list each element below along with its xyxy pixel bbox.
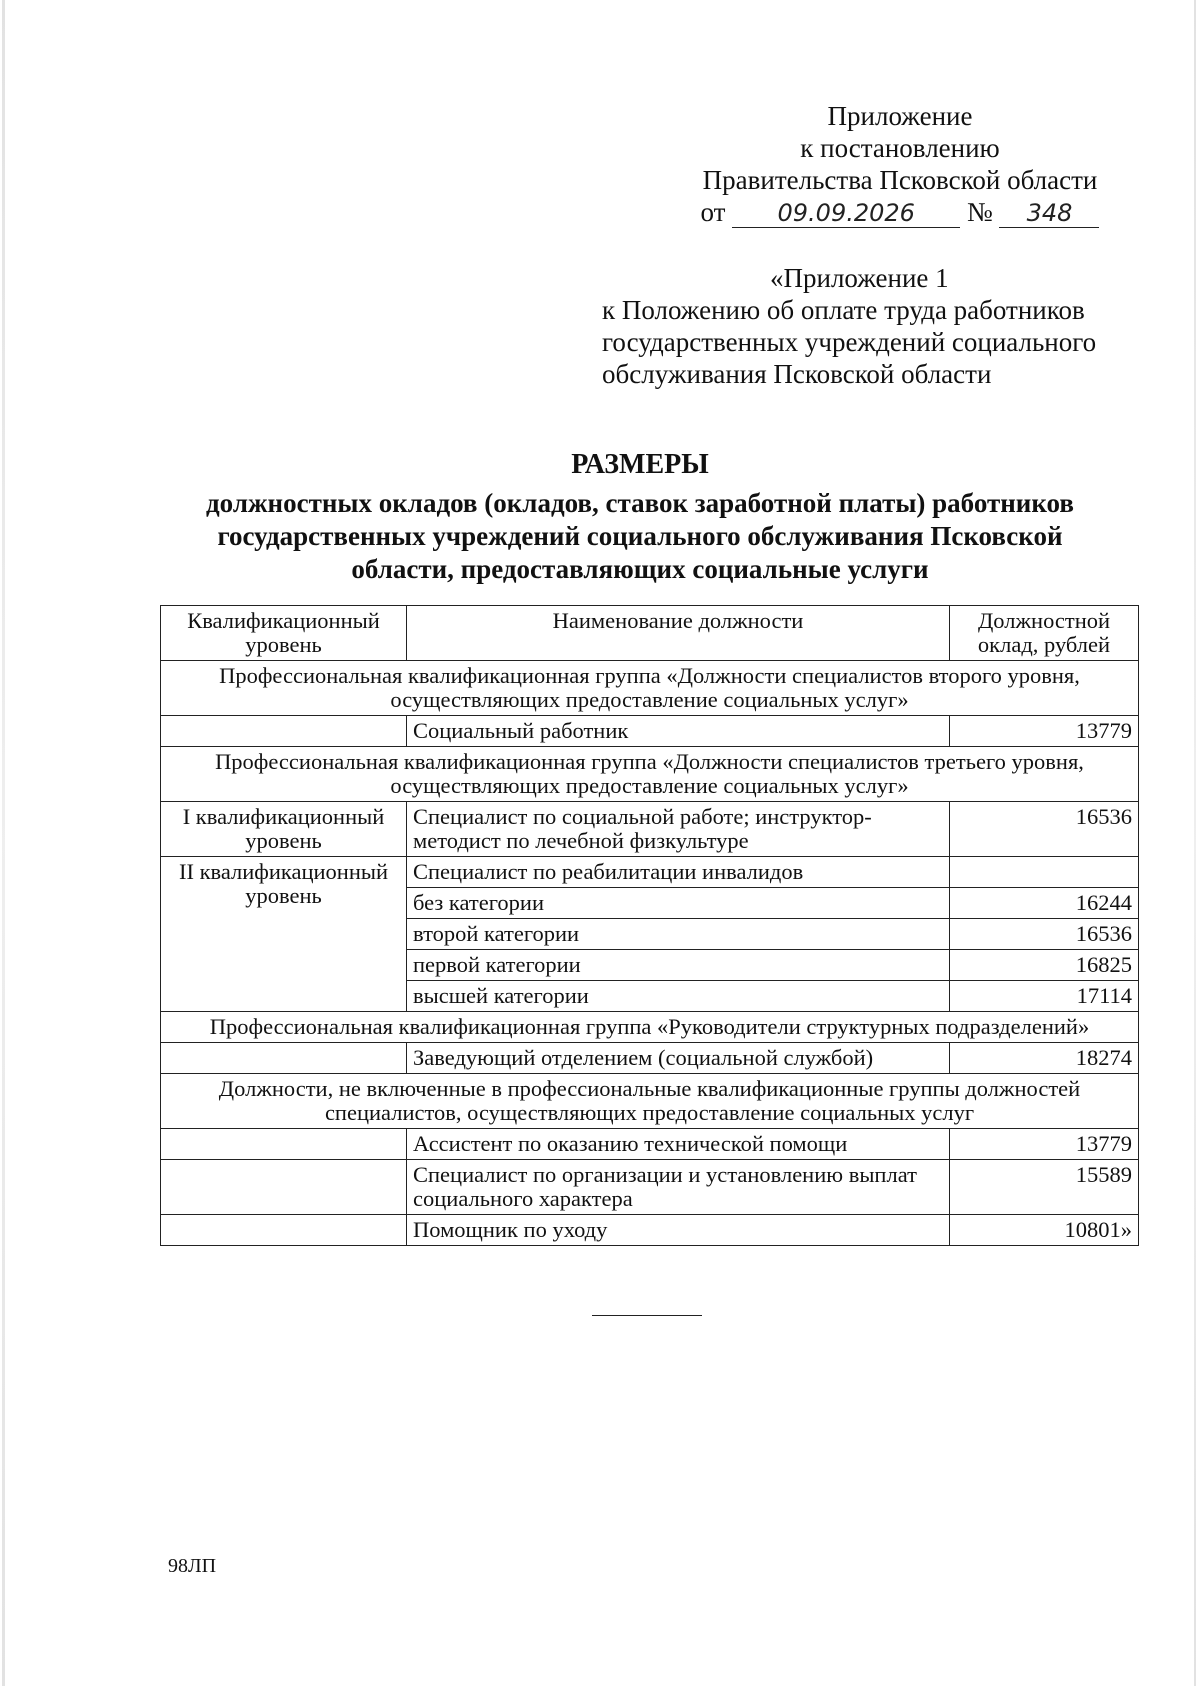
table-row: [161, 1160, 1139, 1215]
handwritten-number: 348: [999, 199, 1099, 228]
title-line: должностных окладов (окладов, ставок заработной платы) работников: [206, 488, 1074, 518]
title-line: государственных учреждений социального обслуживания Псковской: [217, 521, 1063, 551]
appendix-line: к Положению об оплате труда работников: [602, 295, 1085, 325]
group-row: [161, 661, 1139, 716]
header-cell-level: Квалификационный уровень: [161, 606, 407, 661]
appendix-header: [602, 262, 1122, 390]
handwritten-date: 09.09.2026: [732, 199, 960, 228]
scan-edge-right: [1194, 0, 1196, 1686]
category-cell: первой категории: [407, 950, 950, 981]
table-row: [161, 857, 1139, 888]
group-row: [161, 1012, 1139, 1043]
category-cell: второй категории: [407, 919, 950, 950]
level-cell: II квалификационный уровень: [161, 857, 407, 1012]
level-cell: [161, 1129, 407, 1160]
table-row: [161, 1129, 1139, 1160]
position-cell: Ассистент по оказанию технической помощи: [407, 1129, 950, 1160]
position-cell: Социальный работник: [407, 716, 950, 747]
header-line: Приложение: [827, 101, 973, 131]
group-row: [161, 1074, 1139, 1129]
table-row: [161, 802, 1139, 857]
group-row: [161, 747, 1139, 802]
title-line: области, предоставляющих социальные услуги: [351, 554, 929, 584]
salary-cell: 13779: [950, 1129, 1139, 1160]
salary-cell: 10801»: [950, 1215, 1139, 1246]
footer-code: 98ЛП: [168, 1555, 217, 1577]
date-number-line: [680, 196, 1120, 228]
appendix-first-line: «Приложение 1: [770, 263, 949, 293]
title-main: РАЗМЕРЫ: [571, 449, 709, 480]
header-line: Правительства Псковской области: [702, 165, 1098, 195]
table-row: [161, 716, 1139, 747]
group-title: Должности, не включенные в профессиональные квалификационные группы должностей специалистов, осуществляющих предоставление социальных услуг: [161, 1074, 1139, 1129]
level-cell: [161, 1215, 407, 1246]
salary-cell: 16536: [950, 802, 1139, 857]
scan-edge-left: [2, 0, 5, 1686]
salary-cell: 17114: [950, 981, 1139, 1012]
salary-table: [160, 605, 1139, 1246]
separator-line: [592, 1315, 702, 1316]
table-header-row: [161, 606, 1139, 661]
table-row: [161, 1043, 1139, 1074]
position-cell: Заведующий отделением (социальной службой): [407, 1043, 950, 1074]
header-line: к постановлению: [800, 133, 1000, 163]
position-cell: Помощник по уходу: [407, 1215, 950, 1246]
group-title: Профессиональная квалификационная группа «Должности специалистов третьего уровня, осуществляющих предоставление социальных услуг»: [161, 747, 1139, 802]
group-title: Профессиональная квалификационная группа «Должности специалистов второго уровня, осуществляющих предоставление социальных услуг»: [161, 661, 1139, 716]
position-cell: Специалист по социальной работе; инструктор-методист по лечебной физкультуре: [407, 802, 950, 857]
header-cell-salary: Должностной оклад, рублей: [950, 606, 1139, 661]
category-cell: высшей категории: [407, 981, 950, 1012]
salary-cell: 16825: [950, 950, 1139, 981]
position-cell: Специалист по организации и установлению выплат социального характера: [407, 1160, 950, 1215]
level-cell: [161, 716, 407, 747]
table-row: [161, 1215, 1139, 1246]
group-title: Профессиональная квалификационная группа «Руководители структурных подразделений»: [161, 1012, 1139, 1043]
salary-cell: 13779: [950, 716, 1139, 747]
level-cell: [161, 1043, 407, 1074]
salary-cell: 18274: [950, 1043, 1139, 1074]
number-sign: №: [966, 197, 993, 227]
document-title: [150, 448, 1130, 586]
level-cell: I квалификационный уровень: [161, 802, 407, 857]
salary-cell: 16536: [950, 919, 1139, 950]
appendix-line: государственных учреждений социального: [602, 327, 1097, 357]
date-prefix: от: [700, 197, 726, 227]
category-cell: без категории: [407, 888, 950, 919]
salary-cell: 16244: [950, 888, 1139, 919]
position-cell: Специалист по реабилитации инвалидов: [407, 857, 950, 888]
resolution-header: [680, 100, 1120, 228]
salary-cell: 15589: [950, 1160, 1139, 1215]
salary-cell: [950, 857, 1139, 888]
appendix-line: обслуживания Псковской области: [602, 359, 992, 389]
level-cell: [161, 1160, 407, 1215]
header-cell-name: Наименование должности: [407, 606, 950, 661]
